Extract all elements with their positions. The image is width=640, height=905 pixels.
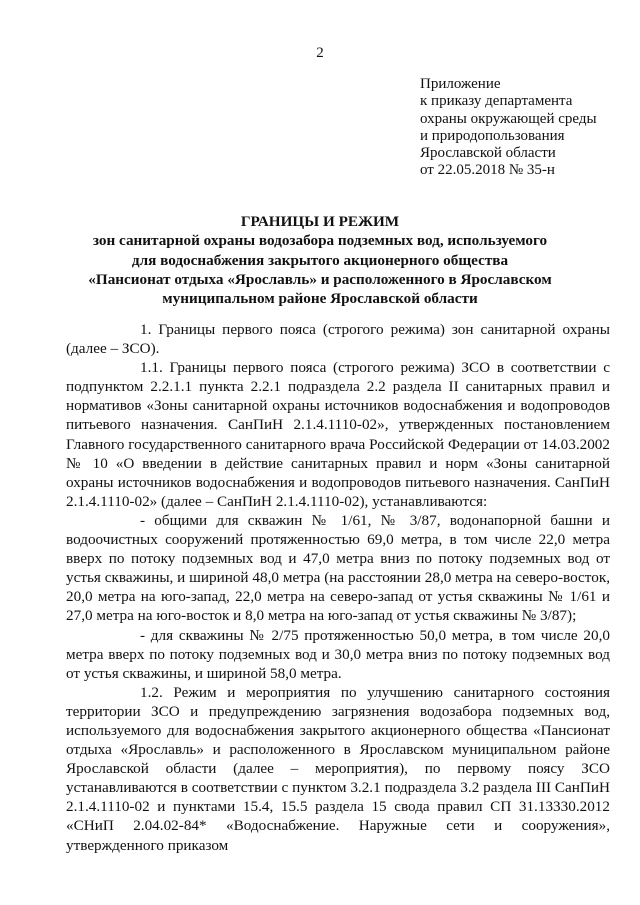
paragraph-1-2: 1.2. Режим и мероприятия по улучшению санитарного состояния территории ЗСО и предупреждению загрязнения водозабора подземных вод, используемого для водоснабжения закрытого акционерного общества «Пансионат отдыха «Ярославль» и расположенного в Ярославском муниципальном районе Ярославской области (далее – мероприятия), по первому поясу ЗСО устанавливаются в соответствии с пунктом 3.2.1 подраздела 3.2 раздела III СанПиН 2.1.4.1110-02 и пунктами 15.4, 15.5 раздела 15 свода правил СП 31.13330.2012 «СНиП 2.04.02-84* «Водоснабжение. Наружные сети и сооружения», утвержденного приказом [66, 683, 610, 854]
appendix-line: к приказу департамента [420, 93, 573, 110]
paragraph-1: 1. Границы первого пояса (строгого режима) зон санитарной охраны (далее – ЗСО). [66, 321, 610, 358]
title-line: муниципальном районе Ярославской области [162, 290, 478, 308]
appendix-block [420, 76, 630, 180]
title-line: «Пансионат отдыха «Ярославль» и расположенного в Ярославском [88, 270, 552, 288]
appendix-line: от 22.05.2018 № 35-н [420, 162, 555, 179]
appendix-line: и природопользования [420, 127, 565, 144]
page-number: 2 [316, 45, 324, 61]
bullet-item: - для скважины № 2/75 протяженностью 50,0 метра, в том числе 20,0 метра вверх по потоку подземных вод и 30,0 метра вниз по потоку подземных вод от устья скважины, и шириной 58,0 метра. [66, 626, 610, 682]
appendix-line: Приложение [420, 76, 501, 92]
title-heading: ГРАНИЦЫ И РЕЖИМ [240, 213, 400, 230]
appendix-line: Ярославской области [420, 145, 556, 162]
title-line: зон санитарной охраны водозабора подземных вод, используемого [92, 232, 548, 250]
document-body [66, 320, 610, 855]
bullet-item: - общими для скважин № 1/61, № 3/87, водонапорной башни и водоочистных сооружений протяженностью 69,0 метра, в том числе 22,0 метра вверх по потоку подземных вод и 47,0 метра вниз по потоку подземных вод от устья скважины, и шириной 48,0 метра (на расстоянии 28,0 метра на северо-восток, 20,0 метра на юго-запад, 22,0 метра на северо-запад от устья скважины № 1/61 и 27,0 метра на юго-восток и 8,0 метра на юго-запад от устья скважины № 3/87); [66, 511, 610, 625]
title-line: для водоснабжения закрытого акционерного общества [131, 251, 509, 269]
document-title [60, 212, 580, 308]
appendix-line: охраны окружающей среды [420, 110, 597, 127]
paragraph-1-1: 1.1. Границы первого пояса (строгого режима) ЗСО в соответствии с подпунктом 2.2.1.1 пункта 2.2.1 подраздела 2.2 раздела II санитарных правил и нормативов «Зоны санитарной охраны источников водоснабжения и водопроводов питьевого назначения. СанПиН 2.1.4.1110-02», утвержденных постановлением Главного государственного санитарного врача Российской Федерации от 14.03.2002 № 10 «О введении в действие санитарных правил и норм «Зоны санитарной охраны источников водоснабжения и водопроводов питьевого назначения. СанПиН 2.1.4.1110-02» (далее – СанПиН 2.1.4.1110-02), устанавливаются: [66, 359, 610, 510]
